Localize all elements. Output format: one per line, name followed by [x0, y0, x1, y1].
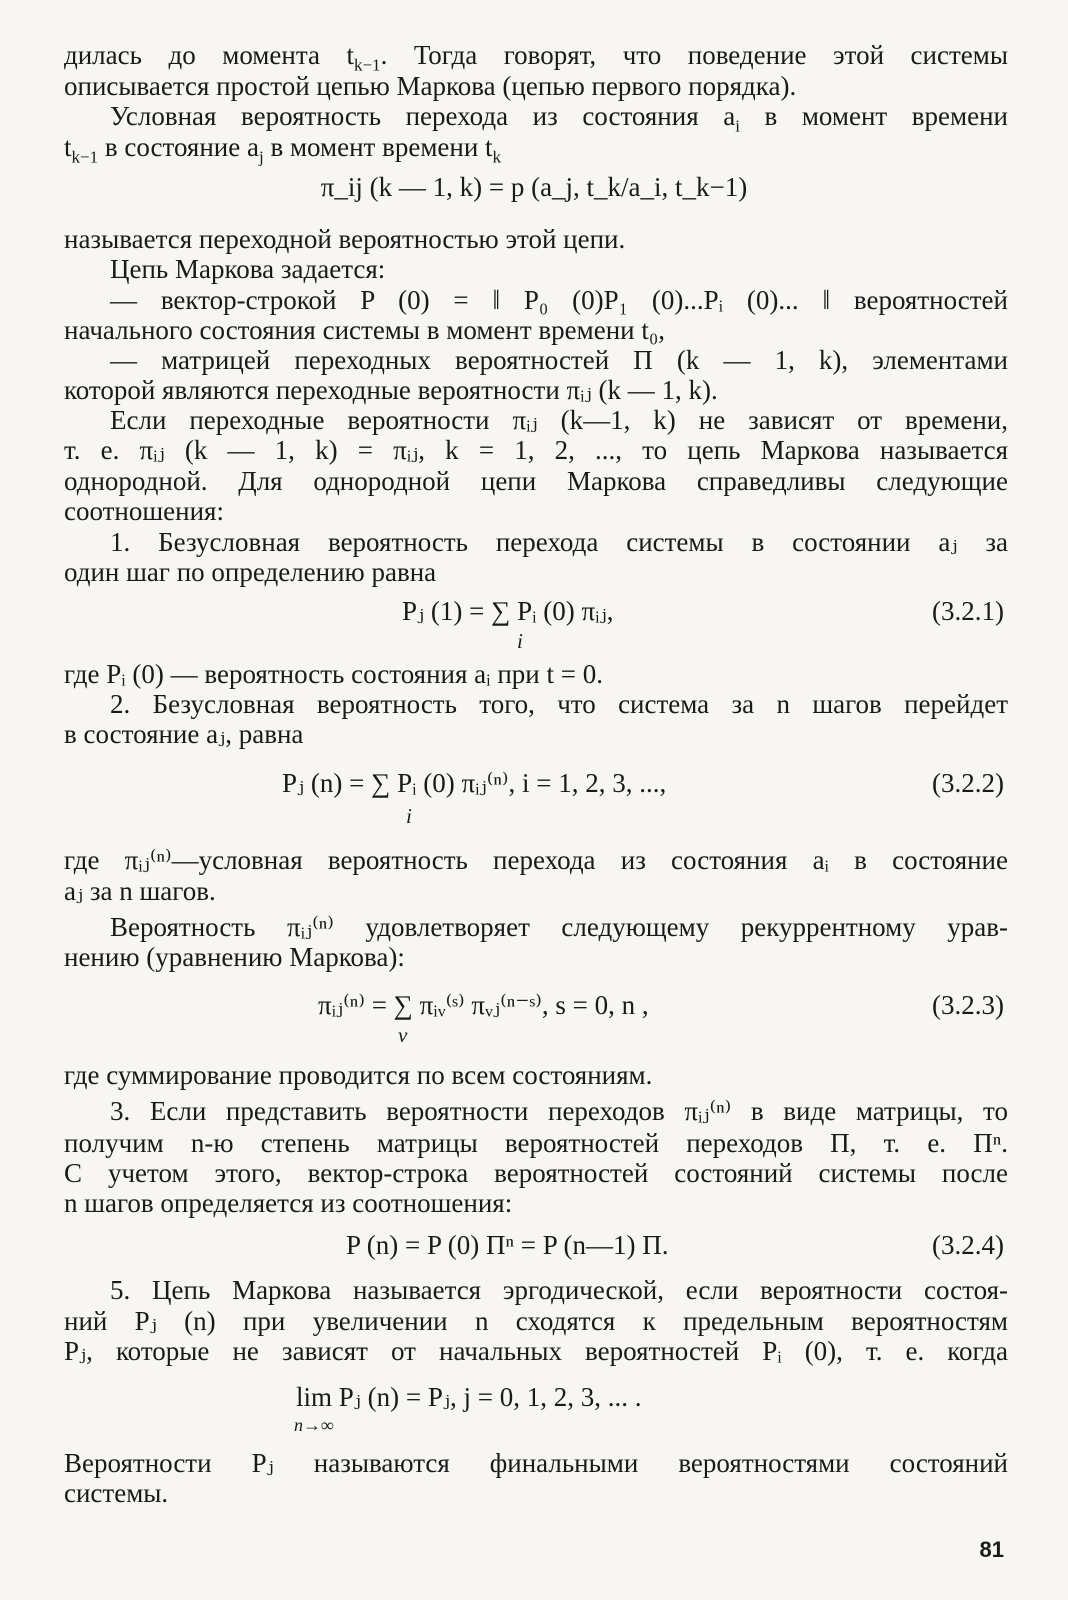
paragraph-line: 1. Безусловная вероятность перехода системы в состоянии aⱼ за [110, 527, 1008, 557]
paragraph-line: получим n-ю степень матрицы вероятностей переходов Π, т. е. Πⁿ. [64, 1128, 1008, 1158]
paragraph-line: т. е. πᵢⱼ (k — 1, k) = πᵢⱼ, k = 1, 2, ..., то цепь Маркова называется [64, 435, 1008, 465]
page-number: 81 [979, 1537, 1004, 1562]
equation-3-2-2: Pⱼ (n) = ∑ Pᵢ (0) πᵢⱼ⁽ⁿ⁾, i = 1, 2, 3, ..., [282, 768, 667, 798]
paragraph-line: начального состояния системы в момент времени t₀, [64, 315, 666, 345]
paragraph-line: называется переходной вероятностью этой цепи. [64, 224, 626, 254]
paragraph-line: 3. Если представить вероятности переходов πᵢⱼ⁽ⁿ⁾ в виде матрицы, то [110, 1096, 1008, 1126]
equation-subscript: i [517, 629, 523, 653]
paragraph-line: Если переходные вероятности πᵢⱼ (k—1, k) не зависят от времени, [110, 405, 1008, 435]
paragraph-line: $t_{k-1}$ в состояние $a_j$ в момент времени $t_k$ [64, 132, 502, 167]
paragraph-line: нению (уравнению Маркова): [64, 942, 405, 972]
paragraph-line: соотношения: [64, 496, 224, 526]
equation-number: (3.2.1) [932, 596, 1004, 626]
paragraph-line: где πᵢⱼ⁽ⁿ⁾—условная вероятность перехода из состояния aᵢ в состояние [64, 845, 1008, 875]
paragraph-line: где суммирование проводится по всем состояниям. [64, 1060, 653, 1090]
paragraph-line: aⱼ за n шагов. [64, 876, 216, 906]
equation-number: (3.2.4) [932, 1230, 1004, 1260]
equation-3-2-4: P (n) = P (0) Πⁿ = P (n—1) Π. [346, 1230, 669, 1260]
paragraph-line: Вероятность πᵢⱼ⁽ⁿ⁾ удовлетворяет следующему рекуррентному урав- [110, 912, 1008, 942]
paragraph-line: в состояние aⱼ, равна [64, 719, 304, 749]
paragraph-line: системы. [64, 1478, 169, 1508]
paragraph-line: Pⱼ, которые не зависят от начальных вероятностей Pᵢ (0), т. е. когда [64, 1336, 1008, 1366]
equation-number: (3.2.2) [932, 768, 1004, 798]
paragraph-line: Цепь Маркова задается: [110, 254, 386, 284]
paragraph-line: ний Pⱼ (n) при увеличении n сходятся к предельным вероятностям [64, 1306, 1008, 1336]
equation-subscript: i [406, 804, 412, 828]
equation-3-2-1: Pⱼ (1) = ∑ Pᵢ (0) πᵢⱼ, [402, 596, 614, 626]
paragraph-line: С учетом этого, вектор-строка вероятностей состояний системы после [64, 1158, 1008, 1188]
equation-3-2-3: πᵢⱼ⁽ⁿ⁾ = ∑ πᵢᵥ⁽ˢ⁾ πᵥⱼ⁽ⁿ⁻ˢ⁾, s = 0, n , [318, 990, 649, 1020]
paragraph-line: 5. Цепь Маркова называется эргодической, если вероятности состоя- [110, 1275, 1008, 1305]
paragraph-line: описывается простой цепью Маркова (цепью первого порядка). [64, 71, 797, 101]
paragraph-line: однородной. Для однородной цепи Маркова справедливы следующие [64, 466, 1008, 496]
limit-subscript: n→∞ [294, 1415, 334, 1435]
equation-number: (3.2.3) [932, 990, 1004, 1020]
equation-limit: lim Pⱼ (n) = Pⱼ, j = 0, 1, 2, 3, ... . [296, 1382, 642, 1412]
paragraph-line: один шаг по определению равна [64, 557, 437, 587]
paragraph-line: Условная вероятность перехода из состояния $a_i$ в момент времени [110, 101, 1009, 136]
paragraph-line: n шагов определяется из соотношения: [64, 1188, 513, 1218]
paragraph-line: — вектор-строкой P (0) = ‖ P₀ (0)P₁ (0)...Pᵢ (0)... ‖ вероятностей [110, 285, 1008, 315]
equation-subscript: ν [398, 1023, 408, 1047]
paragraph-line: дилась до момента $t_{k-1}$. Тогда говорят, что поведение этой системы [64, 40, 1008, 75]
equation-transition-probability: π_ij (k — 1, k) = p (a_j, t_k/a_i, t_k−1) [320, 172, 748, 202]
paragraph-line: которой являются переходные вероятности πᵢⱼ (k — 1, k). [64, 375, 718, 405]
paragraph-line: Вероятности Pⱼ называются финальными вероятностями состояний [64, 1448, 1008, 1478]
paragraph-line: 2. Безусловная вероятность того, что система за n шагов перейдет [110, 689, 1008, 719]
paragraph-line: — матрицей переходных вероятностей Π (k — 1, k), элементами [110, 345, 1008, 375]
paragraph-line: где Pᵢ (0) — вероятность состояния aᵢ при t = 0. [64, 659, 603, 689]
